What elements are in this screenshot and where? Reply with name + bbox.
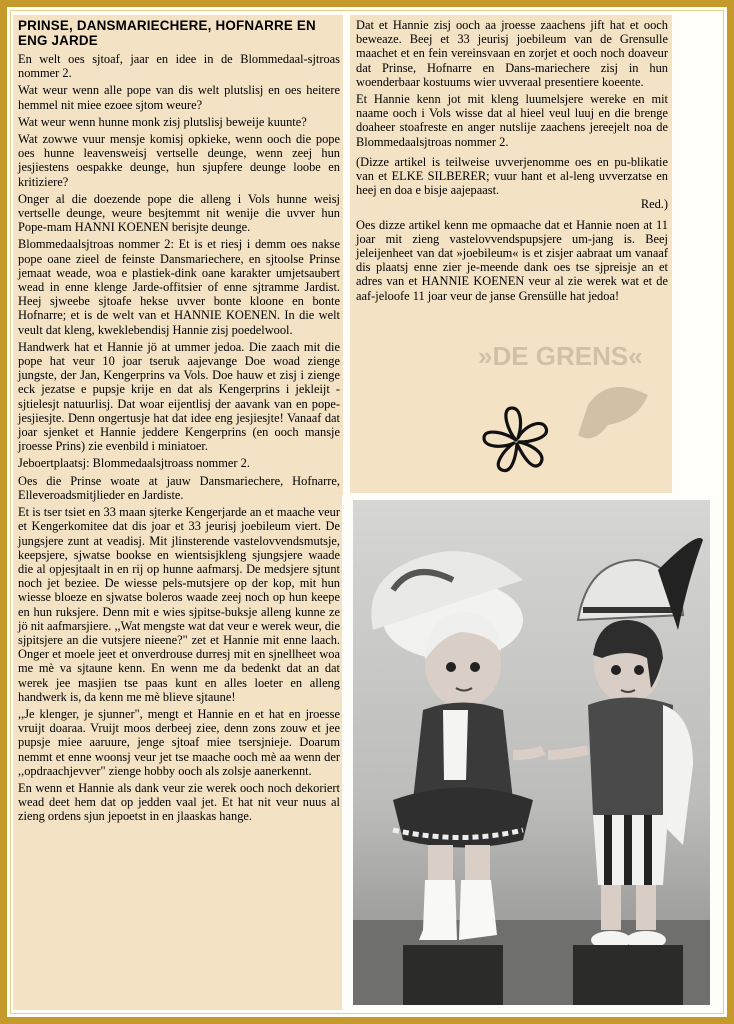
flower-ornament (478, 404, 554, 476)
paragraph: Wat weur wenn hunne monk zisj plutslisj beweije kuunte? (18, 114, 307, 129)
doll-photograph (353, 500, 710, 1005)
article-title: PRINSE, DANSMARIECHERE, HOFNARRE EN ENG JARDE (18, 18, 316, 48)
paragraph: Onger al die doezende pope die alleng i Vols hunne weisj vertselle deunge, weure besjtemmt nit wenije die uvver hun Pope-mam HANNI KOENEN berisjte deunge. (18, 191, 340, 235)
paragraph: Blommedaalsjtroas nommer 2: Et is et riesj i demm oes nakse pope oane zieel de feinste Dansmariechere, en sjtoolse Prinse jemaat weade, woa e plastiek-dink oane karakter umjetsaubert wead in enne klenge Jarde-offitsier of enne sjtramme Jardist. Heej sjweebe sjtoafe hekse uvver bonte kloone en bonte Hofnarre; et is de welt van et HANNIE KOENEN. In die welt veult dat kleng, kweklebendisj Hannie zisj poedelwool. (18, 237, 340, 337)
paragraph: Oes die Prinse woate at jauw Dansmariechere, Hofnarre, Elleveroadsmitjlieder en Jardiste. (18, 473, 340, 502)
credit-text: (Dizze artikel is teilweise uvverjenomme oes en pu-blikatie van et ELKE SILBERER; vuur hant et al-leng uvverzatse en heej en doa e bisje aajepaast. (356, 154, 668, 198)
article-left-column (18, 18, 340, 827)
paragraph: Handwerk hat et Hannie jö at ummer jedoa. Die zaach mit die pope hat veur 10 joar tseruk aajevange Doe woad zienge jungste, der Jan, Kengerprins va Vols. Doe hauw et zisj i zienge eck jezatse e pupsje krije en dat als Kengerprins i jekleijt - sjtielesjt natuurlisj. Dat woar eijentlisj der aavank van en pope-jesjiesjte. Denn ongertusje hat dat idee eng jesjiesjte! Vanaaf dat joar sjenket et Hannie jeddere Kengerprins (en ooch mansje jroesse Prins) zie evenbild i miniatoer. (18, 339, 340, 454)
credit-note (356, 155, 668, 212)
svg-text:»DE GRENS«: »DE GRENS« (478, 341, 643, 371)
closing-paragraph: Oes dizze artikel kenn me opmaache dat et Hannie noen at 11 joar mit zieng vastelovvendspupsjere um-jang is. Beej jeleijenheet van dat »joebileum« is et zisjer aabraat um vanaaf dis plaatsj enne zier je-meende dank oes tse sjpreisje an et adres van et HANNIE KOENEN veur al zie werek wat et de aaf-jeloofe 11 joar veur de janse Grensülle hat jedoa! (356, 217, 668, 303)
article-right-column (356, 18, 668, 306)
paragraph: Jeboertplaatsj: Blommedaalsjtroass nommer 2. (18, 456, 250, 471)
paragraph: Dat et Hannie zisj ooch aa jroesse zaachens jift hat et ooch beweaze. Beej et 33 jeurisj joebileum van de Grensulle maachet et en fein vereinsvaan en zorjet et ooch noch doaveur dat Prinse, Hofnarre en Dans-mariechere zisj in hun woenderbaar kostuums wier uvveraal presentiere koeente. (356, 18, 668, 89)
paragraph: Et is tser tsiet en 33 maan sjterke Kengerjarde an et maache veur et Kengerkomitee dat dis joar et 33 jeurisj joebileum viert. De jungsjere zunt at veadisj. Mit jlinsterende vastelovvendsmutsje, keepsjere, sjwatse bookse en wientsisjkleng sjungsjere waade die al opjesjtaalt in en rij op hunne aafmarsj. De medsjere sjtunt noch jet beziee. De wiesse pels-mutsjere op der kop, mit hun wiesse bloeze en sjwatse boleros waade zeej noch op hun keepe en hun ruksjere. Denn mit e wies sjpitse-buksje alleng kunne ze jö nit aafmarsjiere. ,,Wat mengste wat dat veur e werek weur, die sjpitsjere an die vutsjere nieene?" zet et Hannie mit enne laach. Onger et moele jeet et onverdrouse durresj mit en sjnellheet woa me mè va sjtaune kenn. En wenn me da bedenkt dat an dat werek jee masjien tse paas kunt en alles loeter en alleng handwerk is, da kenn me mè blieve sjtaune! (18, 505, 340, 704)
paragraph: En wenn et Hannie als dank veur zie werek ooch noch dekoriert wead deet hem dat op jedden vaal jet. Et hat nit veur nuus al zieng ordens sjun jepoetst in en jlaaskas hange. (18, 780, 340, 824)
paragraph: Wat zowwe vuur mensje komisj opkieke, wenn ooch die pope oes hunne leavensweisj vertselle deunge, wenn zeej hun jesjiestens oespakke deunge, hun sjupfere deunge loobe en kritiziere? (18, 132, 340, 189)
credit-signature: Red.) (640, 197, 668, 212)
doll-photo-illustration (353, 500, 710, 1005)
paragraph: Wat weur wenn alle pope van dis welt plutslisj en oes heitere hemmel nit miee ezoee sjtom weure? (18, 83, 340, 112)
paragraph: En welt oes sjtoaf, jaar en idee in de Blommedaal-sjtroas nommer 2. (18, 52, 340, 81)
paragraph: ,,Je klenger, je sjunner", mengt et Hannie en et hat en jroesse vruijt doaraa. Vruijt moos derbeej ziee, denn zons zouw et jee pupsje miee aaruure, jenge sjtoaf miee tsersjnieje. Doarum nemmt et enne woonsj veur jet tse maache ooch mè aa wenn der ,,opdraachjevver" zienge hobby ooch als zolsje aanerkennt. (18, 706, 340, 778)
paragraph: Et Hannie kenn jot mit kleng luumelsjere wereke en mit naame ooch i Vols wisse dat al hieel veul luuj en die brenge doaheer stoafreste en anger nutslije zaachens jereejelt noa de Blommedaalsjtroas nommer 2. (356, 92, 668, 149)
